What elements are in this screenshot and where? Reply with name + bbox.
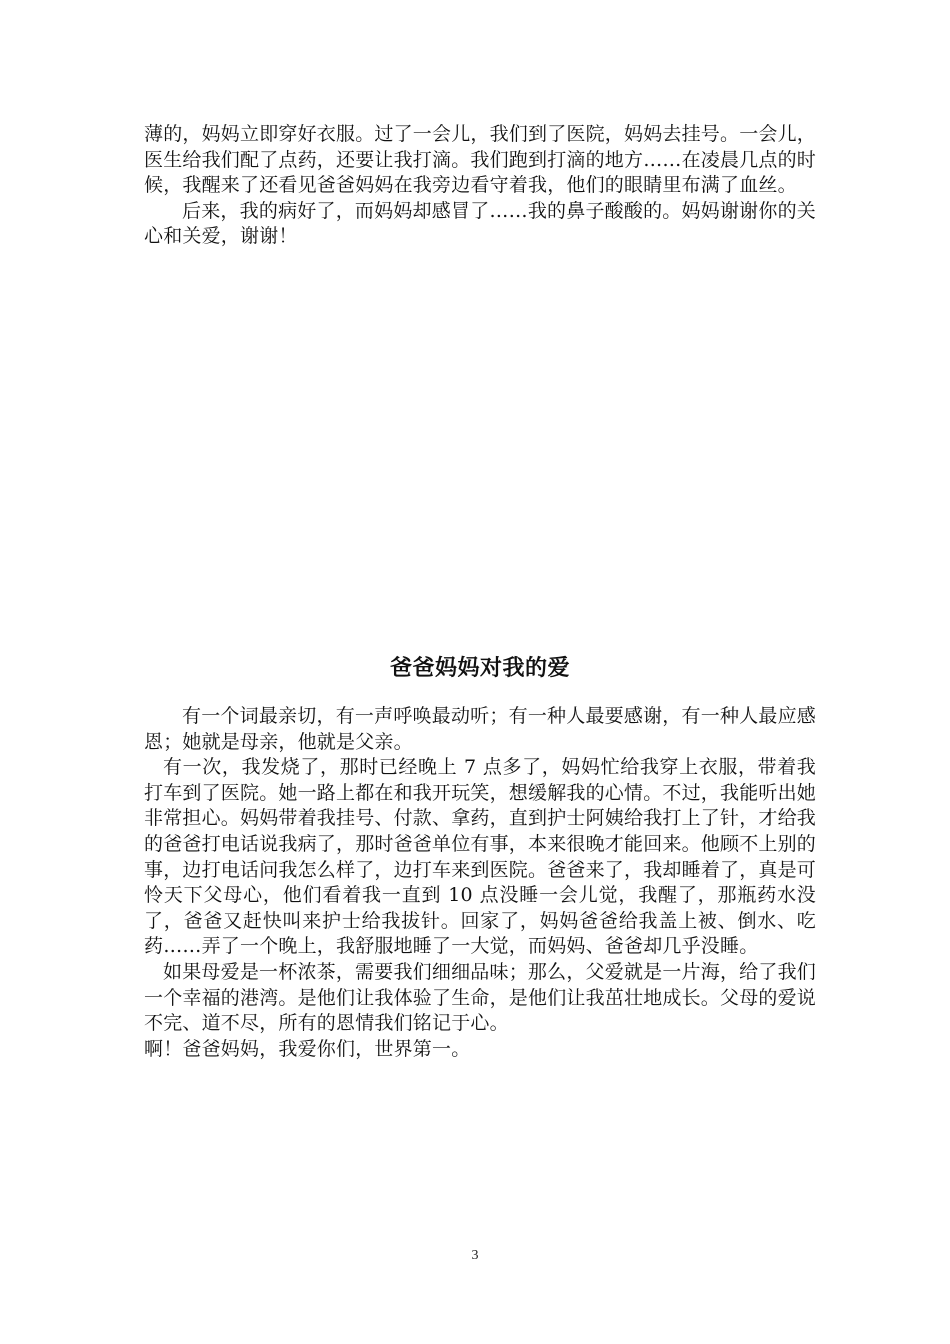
essay-title: 爸爸妈妈对我的爱 <box>389 656 570 681</box>
paragraph: 如果母爱是一杯浓茶，需要我们细细品味；那么，父爱就是一片海，给了我们一个幸福的港湾。是他们让我体验了生命，是他们让我茁壮地成长。父母的爱说不完、道不尽，所有的恩情我们铭记于心。 <box>144 960 817 1035</box>
page-number: 3 <box>471 1248 479 1263</box>
paragraph: 啊！爸爸妈妈，我爱你们，世界第一。 <box>144 1037 471 1060</box>
paragraph: 薄的，妈妈立即穿好衣服。过了一会儿，我们到了医院，妈妈去挂号。一会儿，医生给我们配了点药，还要让我打滴。我们跑到打滴的地方……在凌晨几点的时候，我醒来了还看见爸爸妈妈在我旁边看守着我，他们的眼睛里布满了血丝。 <box>144 123 817 197</box>
continued-text-section <box>144 122 816 250</box>
essay-body <box>144 704 816 1062</box>
paragraph: 后来，我的病好了，而妈妈却感冒了……我的鼻子酸酸的。妈妈谢谢你的关心和关爱，谢谢！ <box>144 199 816 248</box>
paragraph: 有一个词最亲切，有一声呼唤最动听；有一种人最要感谢，有一种人最应感恩；她就是母亲，他就是父亲。 <box>144 705 816 753</box>
paragraph: 有一次，我发烧了，那时已经晚上 7 点多了，妈妈忙给我穿上衣服，带着我打车到了医院。她一路上都在和我开玩笑，想缓解我的心情。不过，我能听出她非常担心。妈妈带着我挂号、付款、拿药，直到护士阿姨给我打上了针，才给我的爸爸打电话说我病了，那时爸爸单位有事，本来很晚才能回来。他顾不上别的事，边打电话问我怎么样了，边打车来到医院。爸爸来了，我却睡着了，真是可怜天下父母心，他们看着我一直到 10 点没睡一会儿觉，我醒了，那瓶药水没了，爸爸又赶快叫来护士给我拔针。回家了，妈妈爸爸给我盖上被、倒水、吃药……弄了一个晚上，我舒服地睡了一大觉，而妈妈、爸爸却几乎没睡。 <box>144 756 817 958</box>
